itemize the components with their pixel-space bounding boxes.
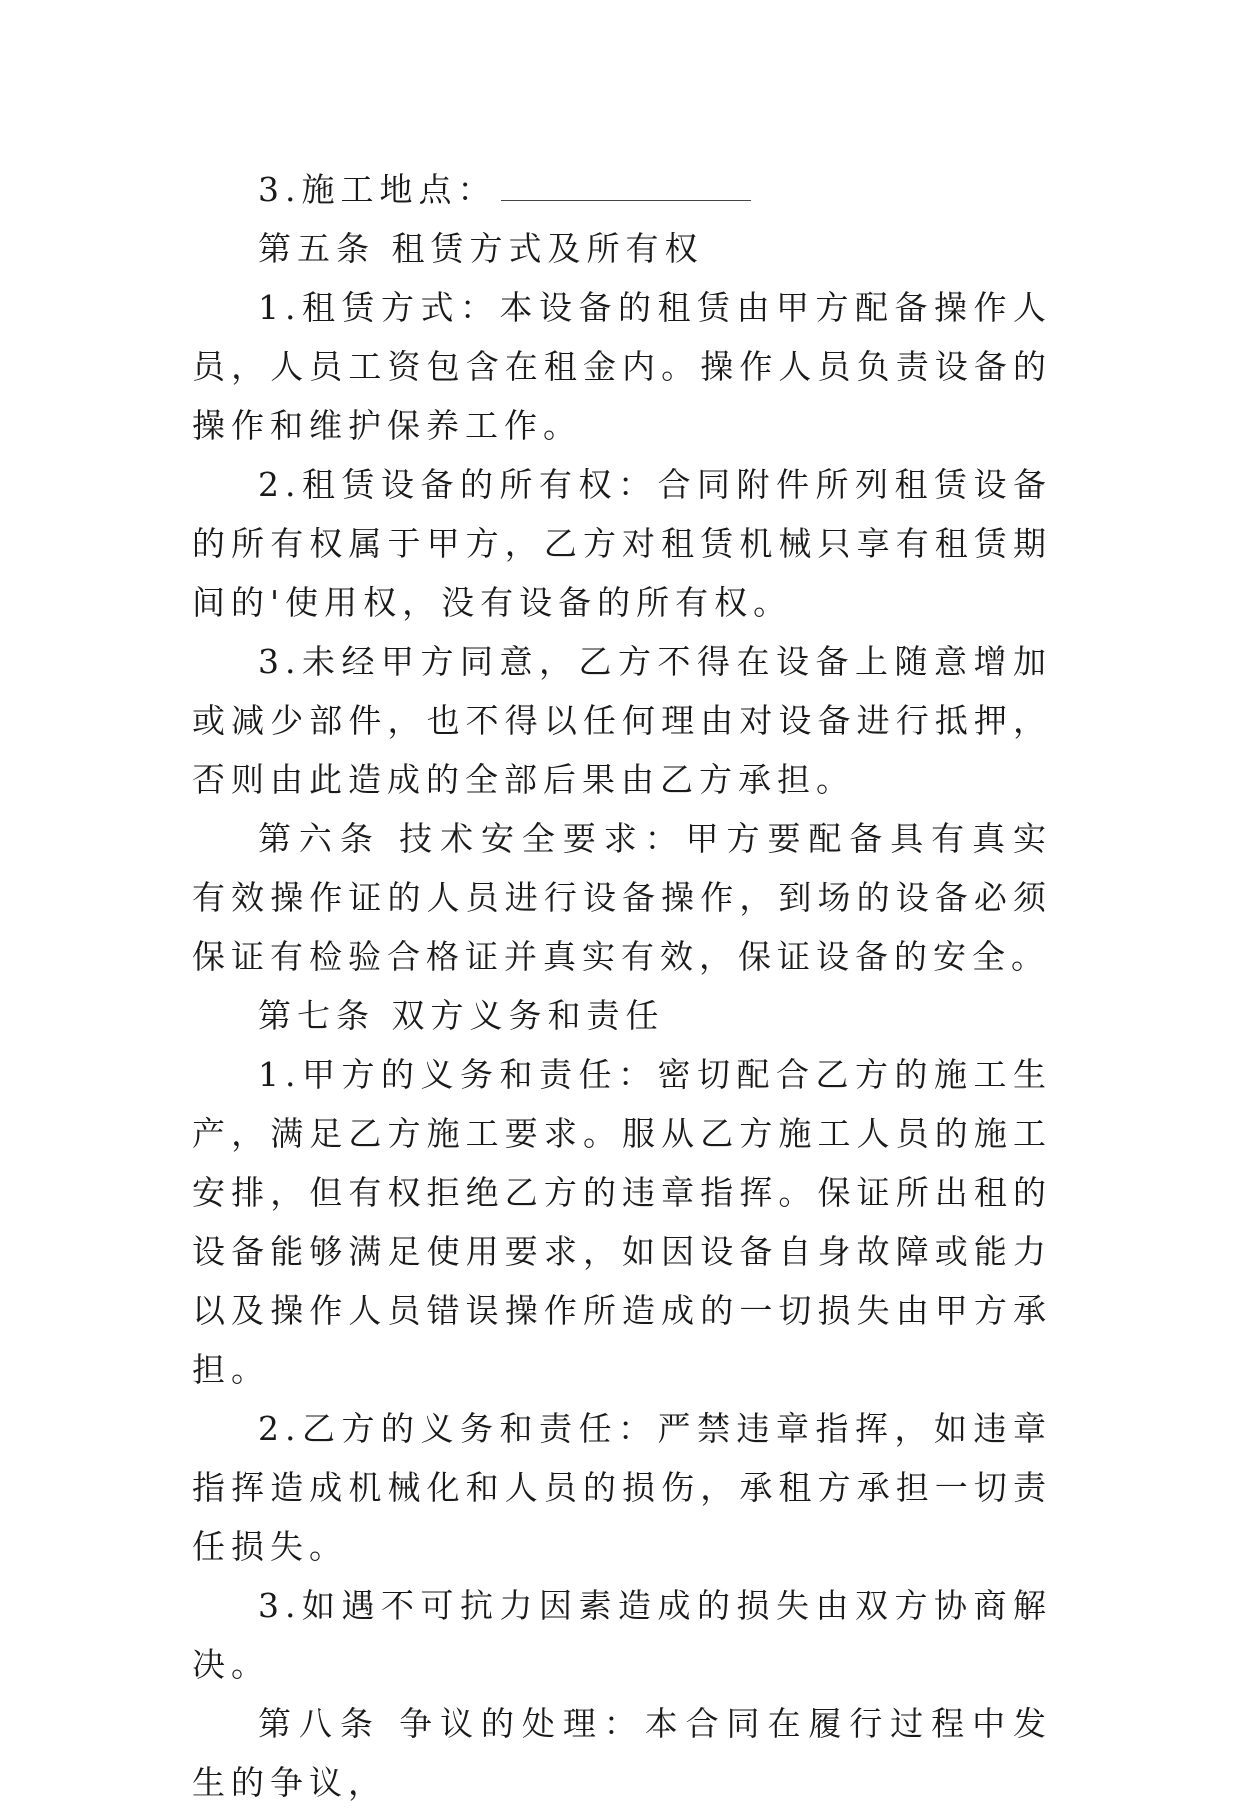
paragraph-text: 3.施工地点： [258, 170, 497, 209]
paragraph-ownership: 2.租赁设备的所有权：合同附件所列租赁设备的所有权属于甲方，乙方对租赁机械只享有租赁期间的'使用权，没有设备的所有权。 [192, 465, 1052, 622]
paragraph-article-8-disputes: 第八条 争议的处理：本合同在履行过程中发生的争议， [192, 1704, 1052, 1802]
fill-in-blank [501, 170, 751, 201]
paragraph-force-majeure: 3.如遇不可抗力因素造成的损失由双方协商解决。 [192, 1586, 1052, 1684]
paragraph-no-modification: 3.未经甲方同意，乙方不得在设备上随意增加或减少部件，也不得以任何理由对设备进行抵押，否则由此造成的全部后果由乙方承担。 [192, 642, 1052, 799]
paragraph-article-7-heading: 第七条 双方义务和责任 [258, 996, 665, 1035]
paragraph-lease-method: 1.租赁方式：本设备的租赁由甲方配备操作人员，人员工资包含在租金内。操作人员负责设备的操作和维护保养工作。 [192, 288, 1052, 445]
paragraph-article-5-heading: 第五条 租赁方式及所有权 [258, 229, 704, 268]
paragraph-article-6-safety: 第六条 技术安全要求：甲方要配备具有真实有效操作证的人员进行设备操作，到场的设备必须保证有检验合格证并真实有效，保证设备的安全。 [192, 819, 1052, 976]
document-body [192, 160, 1052, 1812]
paragraph-party-a-duties: 1.甲方的义务和责任：密切配合乙方的施工生产，满足乙方施工要求。服从乙方施工人员的施工安排，但有权拒绝乙方的违章指挥。保证所出租的设备能够满足使用要求，如因设备自身故障或能力以及操作人员错误操作所造成的一切损失由甲方承担。 [192, 1055, 1052, 1389]
paragraph-construction-location [192, 160, 1052, 219]
paragraph-party-b-duties: 2.乙方的义务和责任：严禁违章指挥，如违章指挥造成机械化和人员的损伤，承租方承担一切责任损失。 [192, 1409, 1052, 1566]
